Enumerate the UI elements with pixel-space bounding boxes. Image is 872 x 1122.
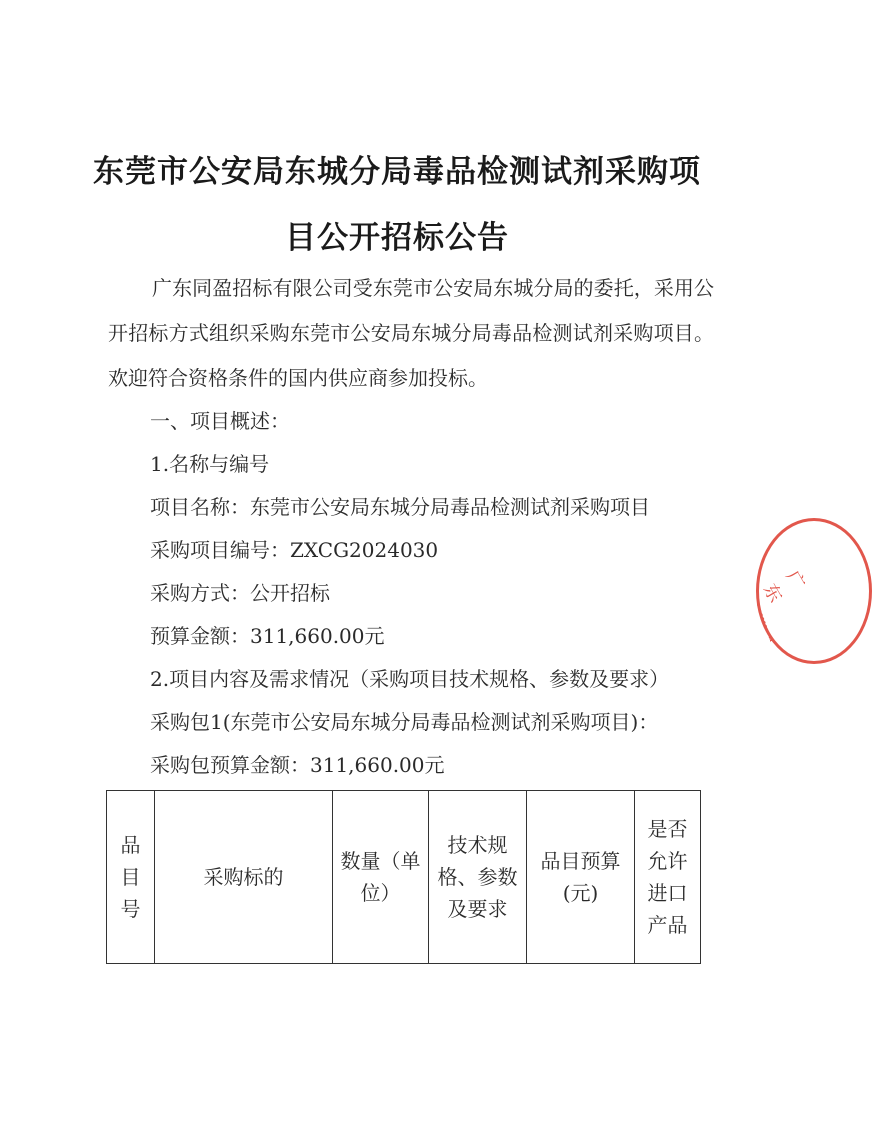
package-budget: 采购包预算金额：311,660.00元 — [150, 753, 445, 777]
header-procurement-subject: 采购标的 — [155, 791, 333, 964]
package-title: 采购包1(东莞市公安局东城分局毒品检测试剂采购项目)： — [150, 710, 659, 734]
header-item-budget: 品目预算(元) — [527, 791, 635, 964]
intro-paragraph: 广东同盈招标有限公司受东莞市公安局东城分局的委托，采用公开招标方式组织采购东莞市公安局东城分局毒品检测试剂采购项目。欢迎符合资格条件的国内供应商参加投标。 — [108, 276, 714, 390]
header-quantity-unit: 数量（单位） — [333, 791, 429, 964]
table-header-row — [107, 791, 701, 964]
page-title-line-1: 东莞市公安局东城分局毒品检测试剂采购项 — [93, 154, 701, 190]
procurement-method: 采购方式：公开招标 — [150, 581, 330, 605]
subsection-content-requirements: 2.项目内容及需求情况（采购项目技术规格、参数及要求） — [150, 667, 670, 691]
header-import-allowed: 是否允许进口产品 — [635, 791, 701, 964]
procurement-table — [106, 790, 701, 964]
header-item-number: 品目号 — [107, 791, 155, 964]
subsection-name-code: 1.名称与编号 — [150, 452, 270, 476]
project-name: 项目名称：东莞市公安局东城分局毒品检测试剂采购项目 — [150, 495, 650, 519]
budget-amount: 预算金额：311,660.00元 — [150, 624, 385, 648]
official-seal-text: 广东 — [758, 567, 809, 607]
project-code: 采购项目编号：ZXCG2024030 — [150, 538, 439, 562]
page-title-line-2: 目公开招标公告 — [285, 220, 509, 256]
header-technical-specs: 技术规格、参数及要求 — [429, 791, 527, 964]
section-overview-heading: 一、项目概述： — [150, 409, 290, 433]
